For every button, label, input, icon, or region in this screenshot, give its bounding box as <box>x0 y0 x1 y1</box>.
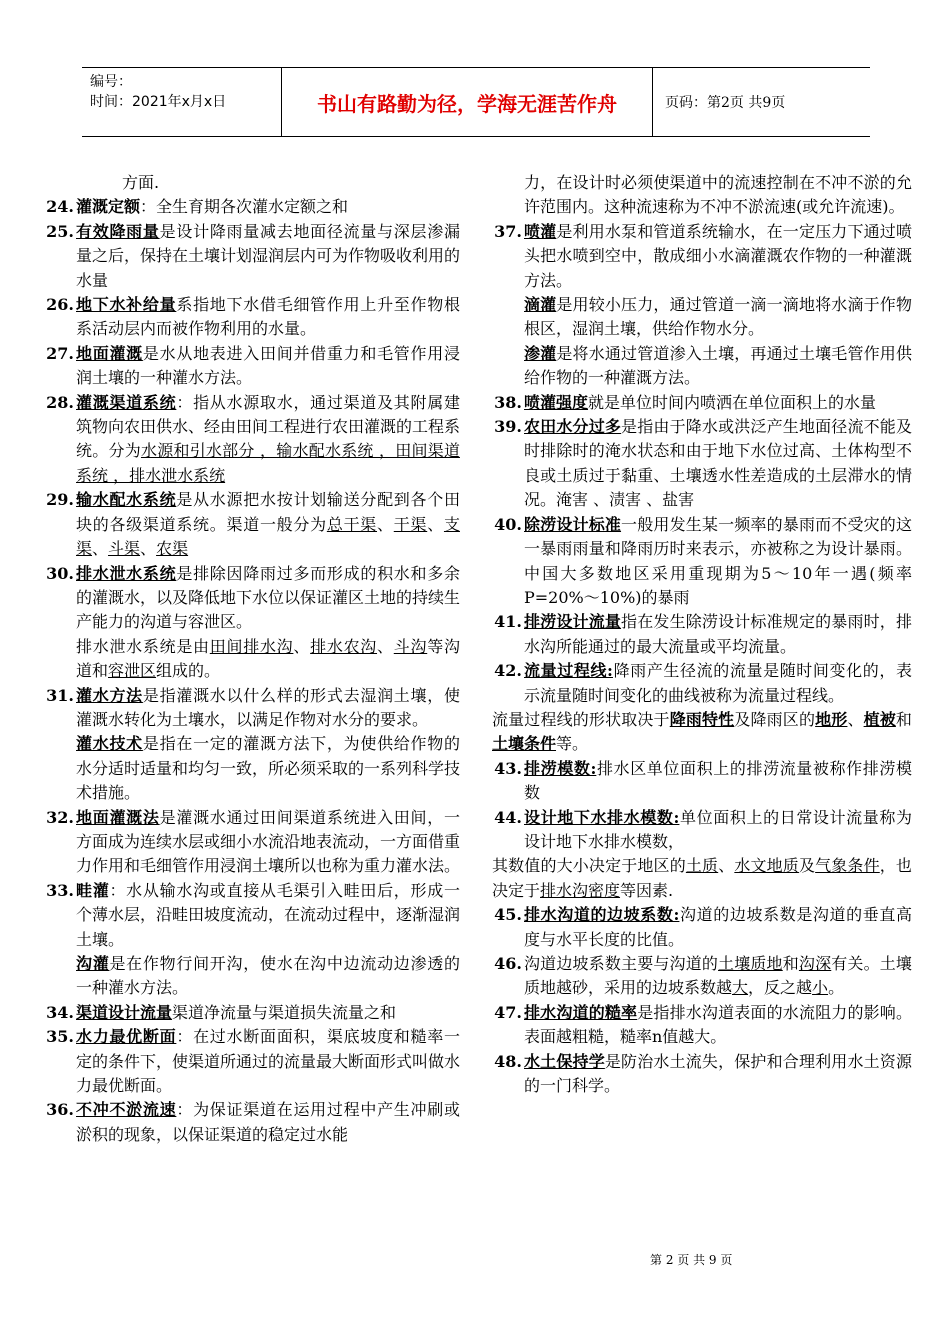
page-footer: 第 2 页 共 9 页 <box>650 1253 733 1267</box>
term-key: 排涝设计流量 <box>524 612 622 632</box>
term-key: 不冲不淤流速 <box>76 1100 177 1120</box>
term-item-48: 48. 水土保持学是防治水土流失，保护和合理利用水土资源的一门科学。 <box>494 1051 912 1096</box>
left-column <box>44 171 460 1147</box>
term-key: 排涝模数: <box>524 758 597 778</box>
term-item-38: 38. 喷灌强度就是单位时间内喷洒在单位面积上的水量 <box>494 392 877 412</box>
term-item-40: 40. 除涝设计标准一般用发生某一频率的暴雨而不受灾的这一暴雨雨量和降雨历时来表示，亦被称之为设计暴雨。中国大多数地区采用重现期为5～10年一遇(频率P=20%～10%)的暴雨 <box>494 514 912 607</box>
term-item-25: 25. 有效降雨量是设计降雨量减去地面径流量与深层渗漏量之后，保持在土壤计划湿润层内可为作物吸收利用的水量 <box>46 221 461 290</box>
right-column <box>492 171 912 1098</box>
term-item-44: 44. 设计地下水排水模数:单位面积上的日常设计流量称为设计地下水排水模数， <box>494 807 912 851</box>
time-label: 时间：2021年x月x日 <box>90 94 227 110</box>
term-key: 排水沟道的糙率 <box>524 1002 638 1022</box>
term-item-31: 31. 灌水方法是指灌溉水以什么样的形式去湿润土壤，使灌溉水转化为土壤水，以满足作物对水分的要求。 <box>46 685 460 729</box>
term-key: 有效降雨量 <box>76 221 160 241</box>
term-key: 灌溉定额 <box>76 197 141 217</box>
term-key: 水土保持学 <box>524 1051 605 1071</box>
term-item-37-sub-2: 渗灌是将水通过管道渗入土壤，再通过土壤毛管作用供给作物的一种灌溉方法。 <box>524 343 912 388</box>
term-key: 灌水方法 <box>76 685 143 705</box>
term-item-29: 29. 输水配水系统是从水源把水按计划输送分配到各个田块的各级渠道系统。渠道一般分为总干渠、干渠、支渠、斗渠、农渠 <box>46 490 460 559</box>
term-item-34: 34. 渠道设计流量渠道净流量与渠道损失流量之和 <box>46 1002 397 1022</box>
term-item-33: 33. 畦灌：水从输水沟或直接从毛渠引入畦田后，形成一个薄水层，沿畦田坡度流动，在流动过程中，逐渐湿润土壤。 <box>46 880 461 949</box>
term-key: 灌溉渠道系统 <box>76 392 177 412</box>
term-item-36: 36. 不冲不淤流速：为保证渠道在运用过程中产生冲刷或淤积的现象，以保证渠道的稳定过水能 <box>46 1100 460 1144</box>
term-key: 地下水补给量 <box>76 295 177 315</box>
term-item-42: 42. 流量过程线:降雨产生径流的流量是随时间变化的，表示流量随时间变化的曲线被称为流量过程线。 <box>494 661 912 705</box>
term-item-30-sub: 排水泄水系统是由田间排水沟、排水农沟、斗沟等沟道和容泄区组成的。 <box>76 636 460 681</box>
term-item-39: 39. 农田水分过多是指由于降水或洪泛产生地面径流不能及时排除时的淹水状态和由于地下水位过高、土体构型不良或土质过于黏重、土壤透水性差造成的土层滞水的情况。淹害 、渍害 、盐害 <box>494 417 912 510</box>
term-item-27: 27. 地面灌溉是水从地表进入田间并借重力和毛管作用浸润土壤的一种灌水方法。 <box>46 343 460 388</box>
term-item-30: 30. 排水泄水系统是排除因降雨过多而形成的积水和多余的灌溉水，以及降低地下水位以保证灌区土地的持续生产能力的沟道与容泄区。 <box>46 563 461 632</box>
size-paragraph: 其数值的大小决定于地区的土质、水文地质及气象条件，也决定于排水沟密度等因素. <box>492 856 912 900</box>
term-key: 喷灌强度 <box>524 392 589 412</box>
term-item-33-sub: 沟灌是在作物行间开沟，使水在沟中边流动边渗透的一种灌水方法。 <box>76 954 460 998</box>
term-key: 设计地下水排水模数: <box>524 807 680 827</box>
term-item-35: 35. 水力最优断面：在过水断面面积，渠底坡度和糙率一定的条件下，使渠道所通过的流量最大断面形式叫做水力最优断面。 <box>46 1027 461 1096</box>
term-item-45: 45. 排水沟道的边坡系数:沟道的边坡系数是沟道的垂直高度与水平长度的比值。 <box>494 905 912 949</box>
header-motto: 书山有路勤为径，学海无涯苦作舟 <box>282 68 653 136</box>
term-item-37-sub-1: 滴灌是用较小压力，通过管道一滴一滴地将水滴于作物根区，湿润土壤，供给作物水分。 <box>524 295 912 339</box>
term-item-46: 46. 沟道边坡系数主要与沟道的土壤质地和沟深有关。土壤质地越砂，采用的边坡系数越大，反之越小。 <box>494 954 912 998</box>
term-key: 地面灌溉法 <box>76 807 160 827</box>
term-key: 流量过程线: <box>524 661 613 681</box>
term-key: 除涝设计标准 <box>524 514 622 534</box>
term-key: 排水沟道的边坡系数: <box>524 905 680 925</box>
term-item-47: 47. 排水沟道的糙率是指排水沟道表面的水流阻力的影响。表面越粗糙，糙率n值越大。 <box>494 1002 912 1047</box>
term-item-37: 37. 喷灌是利用水泵和管道系统输水，在一定压力下通过喷头把水喷到空中，散成细小水滴灌溉农作物的一种灌溉方法。 <box>494 221 912 290</box>
code-label: 编号： <box>90 74 132 90</box>
term-key: 喷灌 <box>524 221 557 241</box>
continuation-text: 力，在设计时必须使渠道中的流速控制在不冲不淤的允许范围内。这种流速称为不冲不淤流速(或允许流速)。 <box>524 173 912 217</box>
term-key: 渠道设计流量 <box>76 1002 173 1022</box>
term-item-26: 26. 地下水补给量系指地下水借毛细管作用上升至作物根系活动层内而被作物利用的水量。 <box>46 295 460 339</box>
term-key: 农田水分过多 <box>524 417 622 437</box>
term-key: 畦灌 <box>76 880 110 900</box>
header-page-info: 页码：第2页 共9页 <box>665 95 786 111</box>
term-key: 排水泄水系统 <box>76 563 177 583</box>
term-item-24: 24. 灌溉定额：全生育期各次灌水定额之和 <box>46 197 349 217</box>
flow-paragraph: 流量过程线的形状取决于降雨特性及降雨区的地形、植被和土壤条件等。 <box>492 709 912 754</box>
page-header <box>82 67 870 137</box>
term-key: 水力最优断面 <box>76 1027 177 1047</box>
term-item-32: 32. 地面灌溉法是灌溉水通过田间渠道系统进入田间，一方面成为连续水层或细小水流沿地表流动，一方面借重力作用和毛细管作用浸润土壤所以也称为重力灌水法。 <box>46 807 461 876</box>
header-meta <box>82 68 282 136</box>
continuation-text: 方面. <box>122 173 160 192</box>
term-item-43: 43. 排涝模数:排水区单位面积上的排涝流量被称作排涝模数 <box>494 758 912 803</box>
term-item-31-sub: 灌水技术是指在一定的灌溉方法下，为使供给作物的水分适时适量和均匀一致，所必须采取的一系列科学技术措施。 <box>76 734 461 803</box>
term-item-41: 41. 排涝设计流量指在发生除涝设计标准规定的暴雨时，排水沟所能通过的最大流量或平均流量。 <box>494 612 912 656</box>
term-key: 地面灌溉 <box>76 343 143 363</box>
term-item-28: 28. 灌溉渠道系统：指从水源取水，通过渠道及其附属建筑物向农田供水、经由田间工程进行农田灌溉的工程系统。分为水源和引水部分 ，输水配水系统 ，田间渠道系统 ，排水泄水系统 <box>46 392 461 485</box>
term-key: 输水配水系统 <box>76 490 177 510</box>
